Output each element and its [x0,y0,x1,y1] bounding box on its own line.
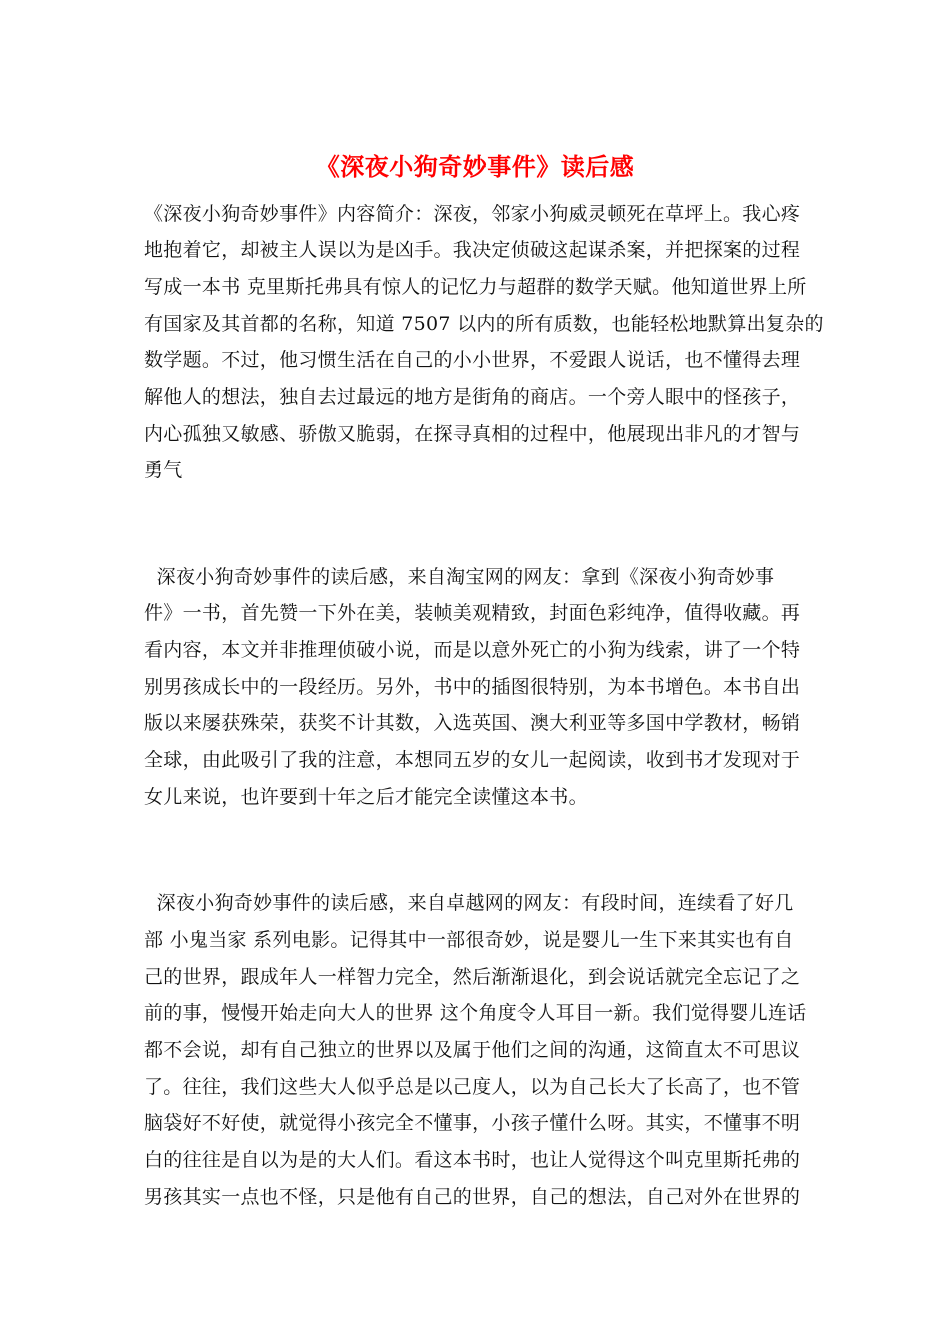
document-title: 《深夜小狗奇妙事件》读后感 [315,152,635,181]
text-line: 己的世界，跟成年人一样智力完全，然后渐渐退化，到会说话就完全忘记了之 [144,966,801,988]
text-line: 解他人的想法，独自去过最远的地方是街角的商店。一个旁人眼中的怪孩子， [144,386,801,408]
text-line: 看内容，本文并非推理侦破小说，而是以意外死亡的小狗为线索，讲了一个特 [144,639,801,661]
text-line: 数学题。不过，他习惯生活在自己的小小世界，不爱跟人说话，也不懂得去理 [144,349,801,371]
text-line: 深夜小狗奇妙事件的读后感，来自卓越网的网友：有段时间，连续看了好几 [144,892,794,914]
text-line: 地抱着它，却被主人误以为是凶手。我决定侦破这起谋杀案，并把探案的过程 [144,239,801,261]
text-line: 都不会说，却有自己独立的世界以及属于他们之间的沟通，这简直太不可思议 [144,1039,801,1061]
text-line: 别男孩成长中的一段经历。另外，书中的插图很特别，为本书增色。本书自出 [144,676,801,698]
text-line: 深夜小狗奇妙事件的读后感，来自淘宝网的网友：拿到《深夜小狗奇妙事 [144,566,775,588]
text-line: 《深夜小狗奇妙事件》内容简介：深夜，邻家小狗威灵顿死在草坪上。我心疼 [144,203,801,225]
text-line: 部 小鬼当家 系列电影。记得其中一部很奇妙，说是婴儿一生下来其实也有自 [144,929,794,951]
text-line: 写成一本书 克里斯托弗具有惊人的记忆力与超群的数学天赋。他知道世界上所 [144,276,807,298]
text-line: 脑袋好不好使，就觉得小孩完全不懂事，小孩子懂什么呀。其实，不懂事不明 [144,1112,801,1134]
text-line: 全球，由此吸引了我的注意，本想同五岁的女儿一起阅读，收到书才发现对于 [144,749,801,771]
text-line: 男孩其实一点也不怪，只是他有自己的世界，自己的想法，自己对外在世界的 [144,1186,801,1208]
text-line: 内心孤独又敏感、骄傲又脆弱，在探寻真相的过程中，他展现出非凡的才智与 [144,423,801,445]
text-line: 有国家及其首都的名称，知道 7507 以内的所有质数，也能轻松地默算出复杂的 [144,313,824,335]
text-line: 女儿来说，也许要到十年之后才能完全读懂这本书。 [144,786,588,808]
text-line: 白的往往是自以为是的大人们。看这本书时，也让人觉得这个叫克里斯托弗的 [144,1149,801,1171]
text-line: 版以来屡获殊荣，获奖不计其数，入选英国、澳大利亚等多国中学教材，畅销 [144,712,801,734]
text-line: 件》一书，首先赞一下外在美，装帧美观精致，封面色彩纯净，值得收藏。再 [144,602,801,624]
text-line: 前的事，慢慢开始走向大人的世界 这个角度令人耳目一新。我们觉得婴儿连话 [144,1002,807,1024]
text-line: 了。往往，我们这些大人似乎总是以己度人，以为自己长大了长高了，也不管 [144,1076,801,1098]
text-line: 勇气 [144,459,183,481]
